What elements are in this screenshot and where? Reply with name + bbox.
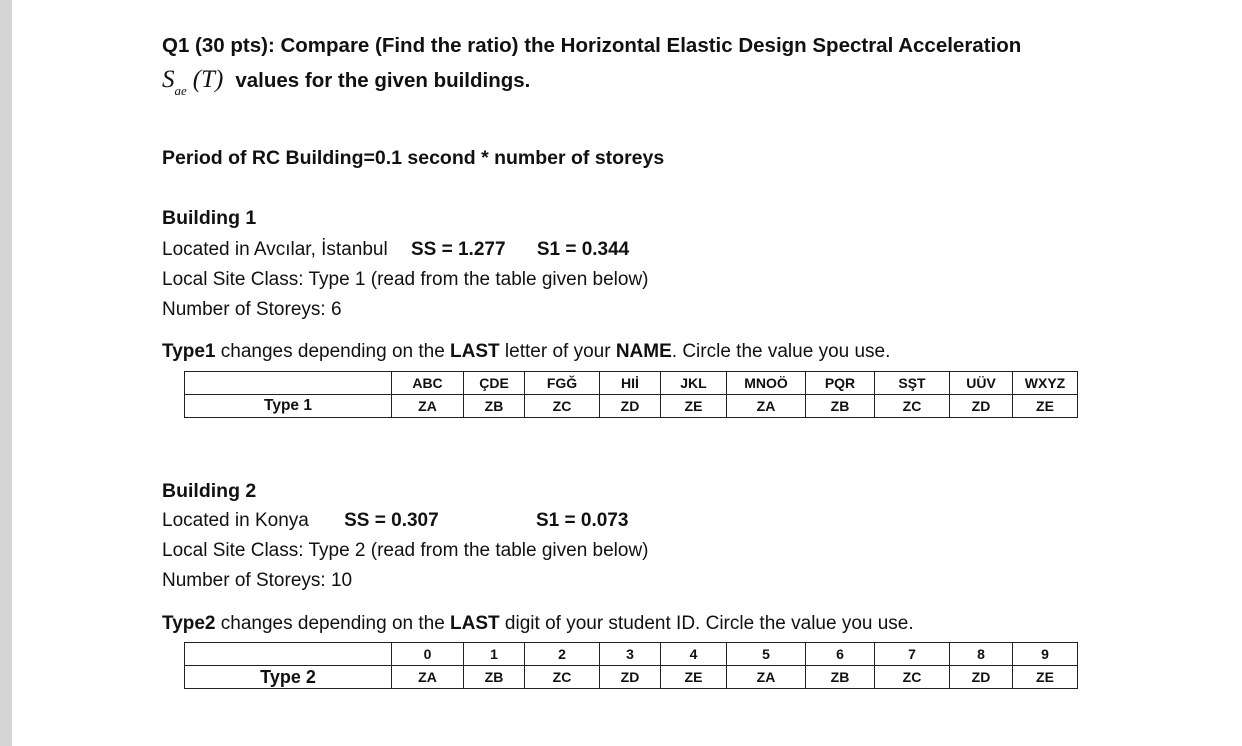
building2-site-class: Local Site Class: Type 2 (read from the table given below) [162,540,649,561]
type2-header-cell: 3 [600,643,661,666]
type1-header-cell: WXYZ [1013,372,1078,395]
type1-header-cell: MNOÖ [727,372,806,395]
type1-header-row [185,372,1078,395]
sae-symbol: $S_{ae}$ (T) [162,66,224,98]
building1-storeys: Number of Storeys: 6 [162,299,342,320]
type1-value-cell: ZC [875,395,950,418]
type2-value-cell: ZB [464,666,525,689]
question-title-line2 [162,66,530,97]
building1-ss: SS = 1.277 [410,239,506,260]
type1-value-cell: ZE [661,395,727,418]
type2-value-cell: ZE [1013,666,1078,689]
type2-header-cell: 4 [661,643,727,666]
building2-heading: Building 2 [162,480,257,502]
type1-value-cell: ZB [806,395,875,418]
type1-row-label: Type 1 [185,395,392,418]
building1-s1: S1 = 0.344 [536,239,630,260]
type2-header-cell: 6 [806,643,875,666]
type2-table [184,642,1078,689]
type2-row-label: Type 2 [185,666,392,689]
building2-location-line [162,510,439,532]
type2-header-cell: 7 [875,643,950,666]
type1-value-cell: ZA [727,395,806,418]
type1-value-cell: ZC [525,395,600,418]
type2-header-cell: 9 [1013,643,1078,666]
type2-value-cell: ZB [806,666,875,689]
type1-value-cell: ZE [1013,395,1078,418]
building1-location: Located in Avcılar, İstanbul [162,239,388,260]
type2-value-cell: ZD [950,666,1013,689]
type2-value-cell: ZA [727,666,806,689]
type1-header-cell: HIİ [600,372,661,395]
question-title-continuation: values for the given buildings. [235,69,531,92]
type2-header-cell: 1 [464,643,525,666]
type1-header-cell: UÜV [950,372,1013,395]
type1-table [184,371,1078,418]
type2-header-cell: 8 [950,643,1013,666]
type1-value-row [185,395,1078,418]
type1-value-cell: ZB [464,395,525,418]
building2-instruction: Type2 changes depending on the LAST digit of your student ID. Circle the value you use. [162,613,914,634]
type1-header-cell: JKL [661,372,727,395]
building2-s1: S1 = 0.073 [536,510,629,531]
type2-value-row [185,666,1078,689]
type1-header-cell: ÇDE [464,372,525,395]
type1-value-cell: ZD [950,395,1013,418]
question-title: Q1 (30 pts): Compare (Find the ratio) the Horizontal Elastic Design Spectral Acceleration [162,34,1022,57]
type2-value-cell: ZC [875,666,950,689]
type1-header-cell: ABC [392,372,464,395]
type1-value-cell: ZA [392,395,464,418]
building2-storeys: Number of Storeys: 10 [162,570,353,591]
period-rule: Period of RC Building=0.1 second * number of storeys [162,147,665,169]
table-corner-cell [185,372,392,395]
table-corner-cell [185,643,392,666]
type2-header-cell: 2 [525,643,600,666]
building1-location-line [162,239,629,261]
building1-instruction: Type1 changes depending on the LAST letter of your NAME. Circle the value you use. [162,341,891,362]
type2-value-cell: ZA [392,666,464,689]
type1-header-cell: FGĞ [525,372,600,395]
type2-header-row [185,643,1078,666]
building1-site-class: Local Site Class: Type 1 (read from the table given below) [162,269,649,290]
type2-value-cell: ZC [525,666,600,689]
building2-ss: SS = 0.307 [344,510,439,531]
type2-header-cell: 5 [727,643,806,666]
type2-value-cell: ZE [661,666,727,689]
type1-value-cell: ZD [600,395,661,418]
type2-header-cell: 0 [392,643,464,666]
type1-header-cell: SŞT [875,372,950,395]
type1-header-cell: PQR [806,372,875,395]
building2-location: Located in Konya [162,510,309,531]
building1-heading: Building 1 [162,207,257,229]
type2-value-cell: ZD [600,666,661,689]
